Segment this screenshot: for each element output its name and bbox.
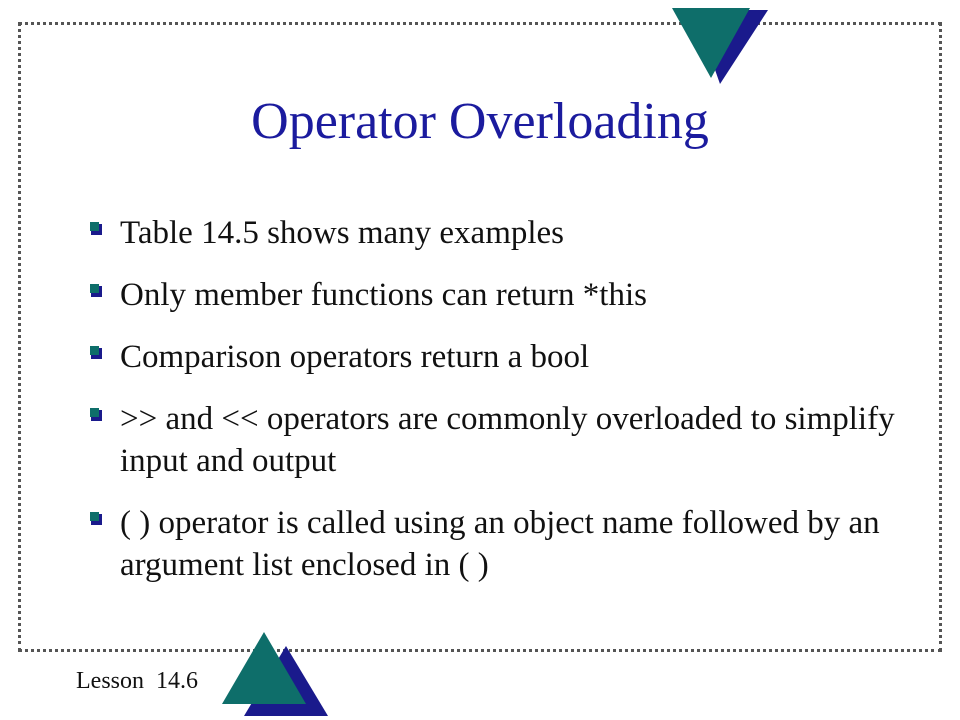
bullet-text: ( ) operator is called using an object name followed by an argument list enclosed in ( )	[120, 505, 880, 583]
bullet-diamond-icon	[90, 512, 104, 526]
bullet-text: Comparison operators return a bool	[120, 339, 590, 375]
bullet-diamond-icon	[90, 346, 104, 360]
bullet-item	[90, 212, 910, 254]
bullet-diamond-icon	[90, 222, 104, 236]
bullet-diamond-icon	[90, 408, 104, 422]
slide-title: Operator Overloading	[251, 93, 709, 150]
bullet-item	[90, 398, 910, 482]
bullet-text: >> and << operators are commonly overloaded to simplify input and output	[120, 401, 895, 479]
bullet-list	[90, 212, 910, 606]
lesson-footer: Lesson 14.6	[76, 668, 198, 694]
bullet-text: Only member functions can return *this	[120, 277, 647, 313]
bullet-item	[90, 502, 910, 586]
bullet-diamond-icon	[90, 284, 104, 298]
bullet-item	[90, 336, 910, 378]
bottom-triangle-logo	[220, 630, 332, 720]
bullet-text: Table 14.5 shows many examples	[120, 215, 565, 251]
top-triangle-logo	[668, 4, 772, 86]
bullet-item	[90, 274, 910, 316]
